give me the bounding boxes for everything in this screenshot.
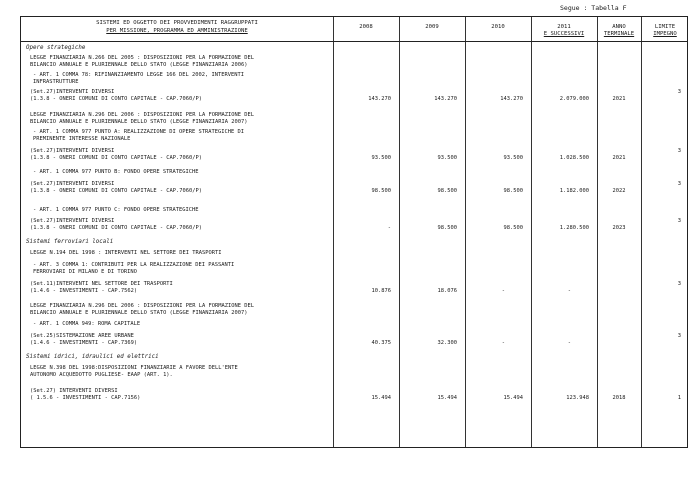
value-2011: -: [567, 340, 571, 346]
header-2010: 2010: [491, 24, 505, 30]
column-divider: [641, 17, 642, 447]
value-2011: -: [567, 288, 571, 294]
chapter-line: (Set.27) INTERVENTI DIVERSI: [30, 388, 118, 394]
article-line: - ART. 1 COMMA 977 PUNTO A: REALIZZAZIONE DI OPERE STRATEGICHE DI: [33, 129, 244, 135]
header-limite-sub: IMPEGNO: [653, 31, 677, 37]
value-2010: 98.500: [503, 188, 523, 194]
header-limite: LIMITE: [654, 24, 676, 30]
article-line: - ART. 1 COMMA 78: RIFINANZIAMENTO LEGGE 166 DEL 2002, INTERVENTI: [33, 72, 244, 78]
header-divider: [21, 41, 687, 42]
chapter-line: (1.4.6 - INVESTIMENTI - CAP.7562): [30, 288, 138, 294]
chapter-line: (1.3.8 - ONERI COMUNI DI CONTO CAPITALE - CAP.7060/P): [30, 155, 203, 161]
value-2008: 98.500: [371, 188, 391, 194]
table: [20, 16, 688, 448]
chapter-line: (1.4.6 - INVESTIMENTI - CAP.7369): [30, 340, 138, 346]
value-2008: 15.494: [371, 395, 391, 401]
value-limite: 3: [677, 181, 681, 187]
article-line: - ART. 1 COMMA 977 PUNTO C: FONDO OPERE STRATEGICHE: [33, 207, 199, 213]
header-2011-sub: E SUCCESSIVI: [543, 31, 585, 37]
article-line: - ART. 3 COMMA 1: CONTRIBUTI PER LA REALIZZAZIONE DEI PASSANTI: [33, 262, 235, 268]
value-limite: 3: [677, 333, 681, 339]
chapter-line: (Set.27)INTERVENTI DIVERSI: [30, 89, 115, 95]
chapter-line: (1.3.8 - ONERI COMUNI DI CONTO CAPITALE - CAP.7060/P): [30, 96, 203, 102]
value-2010: 93.500: [503, 155, 523, 161]
header-anno-sub: TERMINALE: [603, 31, 635, 37]
value-2010: 143.270: [500, 96, 523, 102]
chapter-line: ( 1.5.6 - INVESTIMENTI - CAP.7156): [30, 395, 141, 401]
value-2009: 32.300: [437, 340, 457, 346]
article-line: - ART. 1 COMMA 977 PUNTO B: FONDO OPERE STRATEGICHE: [33, 169, 199, 175]
value-2008: 40.375: [371, 340, 391, 346]
law-line: LEGGE N.398 DEL 1998:DISPOSIZIONI FINANZIARIE A FAVORE DELL'ENTE: [30, 365, 238, 371]
value-2009: 18.076: [437, 288, 457, 294]
continuation-label: Segue : Tabella F: [560, 4, 627, 12]
law-line: LEGGE FINANZIARIA N.296 DEL 2006 : DISPOSIZIONI PER LA FORMAZIONE DEL: [30, 303, 254, 309]
chapter-line: (Set.11)INTERVENTI NEL SETTORE DEI TRASPORTI: [30, 281, 173, 287]
chapter-line: (1.3.8 - ONERI COMUNI DI CONTO CAPITALE - CAP.7060/P): [30, 188, 203, 194]
header-anno: ANNO: [612, 24, 626, 30]
value-2011: 1.280.500: [559, 225, 589, 231]
value-2010: 15.494: [503, 395, 523, 401]
article-line: - ART. 1 COMMA 949: ROMA CAPITALE: [33, 321, 141, 327]
column-divider: [333, 17, 334, 447]
section-title: Sistemi idrici, idraulici ed elettrici: [26, 354, 159, 360]
value-limite: 1: [677, 395, 681, 401]
value-anno: 2021: [612, 155, 626, 161]
column-divider: [399, 17, 400, 447]
value-2010: -: [501, 340, 505, 346]
law-line: AUTONOMO ACQUEDOTTO PUGLIESE- EAAP (ART. 1).: [30, 372, 173, 378]
header-2009: 2009: [425, 24, 439, 30]
header-2011: 2011: [557, 24, 571, 30]
value-anno: 2023: [612, 225, 626, 231]
value-2011: 2.079.000: [559, 96, 589, 102]
chapter-line: (1.3.8 - ONERI COMUNI DI CONTO CAPITALE - CAP.7060/P): [30, 225, 203, 231]
value-limite: 3: [677, 148, 681, 154]
value-anno: 2018: [612, 395, 626, 401]
article-line: PREMINENTE INTERESSE NAZIONALE: [33, 136, 131, 142]
value-2009: 93.500: [437, 155, 457, 161]
article-line: INFRASTRUTTURE: [33, 79, 79, 85]
value-2008: 10.876: [371, 288, 391, 294]
value-limite: 3: [677, 218, 681, 224]
value-anno: 2021: [612, 96, 626, 102]
value-2009: 143.270: [434, 96, 457, 102]
value-2010: 98.500: [503, 225, 523, 231]
value-2009: 98.500: [437, 188, 457, 194]
value-2010: -: [501, 288, 505, 294]
law-line: LEGGE N.194 DEL 1998 : INTERVENTI NEL SETTORE DEI TRASPORTI: [30, 250, 222, 256]
law-line: LEGGE FINANZIARIA N.266 DEL 2005 : DISPOSIZIONI PER LA FORMAZIONE DEL: [30, 55, 254, 61]
chapter-line: (Set.27)INTERVENTI DIVERSI: [30, 181, 115, 187]
header-2008: 2008: [359, 24, 373, 30]
law-line: LEGGE FINANZIARIA N.296 DEL 2006 : DISPOSIZIONI PER LA FORMAZIONE DEL: [30, 112, 254, 118]
section-title: Opere strategiche: [26, 45, 86, 51]
value-2009: 15.494: [437, 395, 457, 401]
table-title-line1: SISTEMI ED OGGETTO DEI PROVVEDIMENTI RAGGRUPPATI: [96, 20, 258, 26]
law-line: BILANCIO ANNUALE E PLURIENNALE DELLO STATO (LEGGE FINANZIARIA 2007): [30, 310, 248, 316]
value-2009: 98.500: [437, 225, 457, 231]
chapter-line: (Set.27)INTERVENTI DIVERSI: [30, 218, 115, 224]
article-line: FERROVIARI DI MILANO E DI TORINO: [33, 269, 137, 275]
column-divider: [597, 17, 598, 447]
value-2011: 1.028.500: [559, 155, 589, 161]
value-anno: 2022: [612, 188, 626, 194]
value-2008: -: [387, 225, 391, 231]
value-2008: 93.500: [371, 155, 391, 161]
column-divider: [531, 17, 532, 447]
table-title-line2: PER MISSIONE, PROGRAMMA ED AMMINISTRAZIONE: [106, 28, 248, 34]
chapter-line: (Set.25)SISTEMAZIONE AREE URBANE: [30, 333, 134, 339]
chapter-line: (Set.27)INTERVENTI DIVERSI: [30, 148, 115, 154]
value-2011: 123.948: [566, 395, 589, 401]
column-divider: [465, 17, 466, 447]
section-title: Sistemi ferroviari locali: [26, 239, 114, 245]
value-limite: 3: [677, 281, 681, 287]
value-2011: 1.182.000: [559, 188, 589, 194]
value-limite: 3: [677, 89, 681, 95]
law-line: BILANCIO ANNUALE E PLURIENNALE DELLO STATO (LEGGE FINANZIARIA 2007): [30, 119, 248, 125]
law-line: BILANCIO ANNUALE E PLURIENNALE DELLO STATO (LEGGE FINANZIARIA 2006): [30, 62, 248, 68]
value-2008: 143.270: [368, 96, 391, 102]
